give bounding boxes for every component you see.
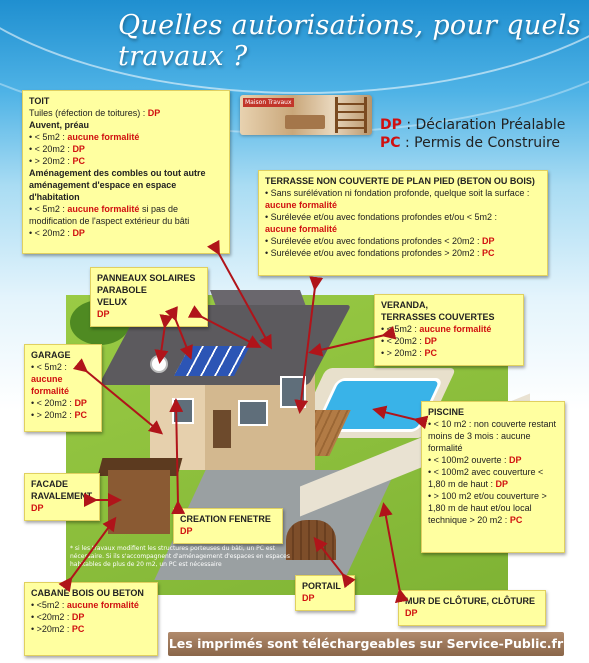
box-cabane: CABANE BOIS OU BETON • <5m2 : aucune formalité • <20m2 : DP • >20m2 : PC bbox=[24, 582, 158, 656]
arrow-veranda bbox=[312, 335, 385, 352]
download-banner: Les imprimés sont téléchargeables sur Service-Public.fr bbox=[168, 632, 564, 656]
page-title: Quelles autorisations, pour quels travaux ? bbox=[118, 10, 581, 72]
arrow-piscine bbox=[376, 410, 417, 420]
arrow-toit bbox=[218, 252, 270, 346]
legend-pc: PC : Permis de Construire bbox=[380, 135, 561, 151]
arrow-cabane bbox=[70, 520, 114, 580]
box-piscine: PISCINE • < 10 m2 : non couverte restant moins de 3 mois : aucune formalité • < 100m2 ouverte : DP • < 100m2 avec couverture < 1,80 m de haut : DP • > 100 m2 et/ou couverture > 1,80 m de haut et/ou local technique > 20 m2 : PC bbox=[421, 401, 565, 553]
arrow-panneaux-solaires bbox=[175, 318, 190, 356]
box-toit: TOIT Tuiles (réfection de toitures) : DP Auvent, préau • < 5m2 : aucune formalité • < 20m2 : DP • > 20m2 : PC Aménagement des combles ou tout autre aménagement d'espace en espace d'habitation • < 5m2 : aucune formalité si pas de modification de l'aspect extérieur du bâti • < 20m2 : DP bbox=[22, 90, 230, 254]
arrow-terrasse bbox=[300, 287, 315, 410]
box-fenetre: CREATION FENETRE DP bbox=[173, 508, 283, 544]
box-garage: GARAGE • < 5m2 : aucune formalité • < 20m2 : DP • > 20m2 : PC bbox=[24, 344, 102, 432]
box-portail: PORTAIL DP bbox=[295, 575, 355, 611]
arrow-mur bbox=[384, 506, 400, 592]
box-veranda: VERANDA, TERRASSES COUVERTES • < 5m2 : aucune formalité • < 20m2 : DP • > 20m2 : PC bbox=[374, 294, 524, 366]
box-panneaux: PANNEAUX SOLAIRES PARABOLE VELUX DP bbox=[90, 267, 208, 327]
arrow-portail bbox=[316, 540, 344, 576]
box-terrasse: TERRASSE NON COUVERTE DE PLAN PIED (BETON OU BOIS) • Sans surélévation ni fondation profonde, quelque soit la surface : aucune formalité • Surélevée et/ou avec fondations profondes et/ou < 5m2 : aucune formalité • Surélevée et/ou avec fondations profondes < 20m2 : DP • Surélevée et/ou avec fondations profondes > 20m2 : PC bbox=[258, 170, 548, 276]
arrow-garage bbox=[85, 370, 160, 432]
legend-dp: DP : Déclaration Préalable bbox=[380, 117, 566, 133]
arrow-fenetre bbox=[176, 402, 178, 504]
arrow-panneaux-parabole bbox=[160, 325, 165, 360]
box-mur-cloture: MUR DE CLÔTURE, CLÔTURE DP bbox=[398, 590, 546, 626]
photo-tag: Maison Travaux bbox=[245, 99, 292, 106]
scene-footnote: * si les travaux modifient les structures porteuses du bâti, un PC est nécessaire. Si ils s'accompagnent d'aménagement d'espaces en espaces habitables de plus de 20 m2, un PC est nécessaire bbox=[70, 545, 290, 568]
box-facade: FACADE RAVALEMENT DP bbox=[24, 473, 100, 521]
arrow-panneaux-velux bbox=[200, 316, 258, 346]
